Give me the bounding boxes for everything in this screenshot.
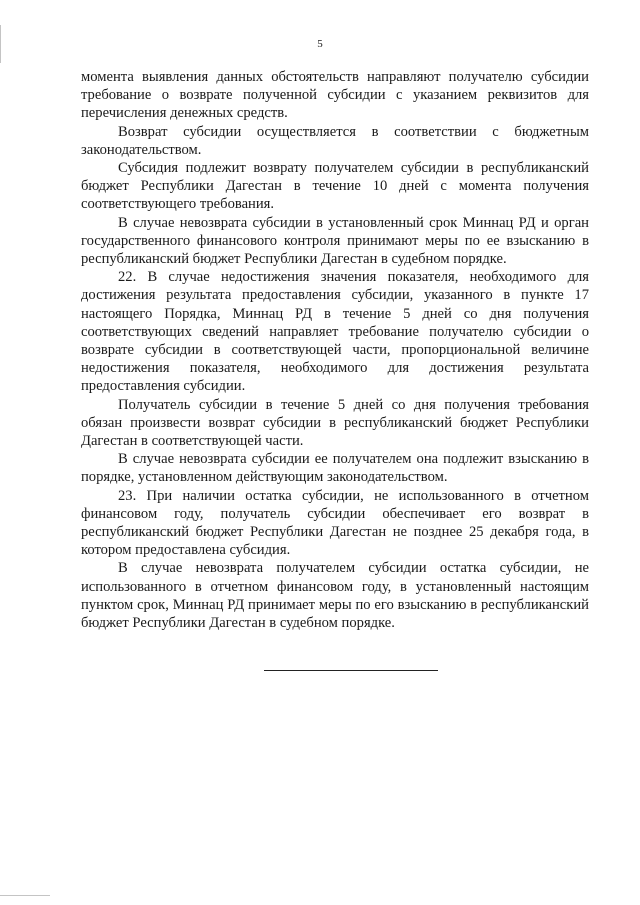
page-number: 5 xyxy=(317,38,323,50)
document-body xyxy=(81,68,589,632)
scan-edge-mark xyxy=(0,895,50,896)
paragraph-item-23: 23. При наличии остатка субсидии, не использованного в отчетном финансовом году, получатель субсидии обеспечивает его возврат в республиканский бюджет Республики Дагестан не позднее 25 декабря года, в котором предоставлена субсидия. xyxy=(81,487,589,559)
scan-edge-mark xyxy=(0,25,1,63)
paragraph-continuation: момента выявления данных обстоятельств направляют получателю субсидии требование о возврате полученной субсидии с указанием реквизитов для перечисления денежных средств. xyxy=(81,69,589,122)
paragraph-refund-legislation: Возврат субсидии осуществляется в соответствии с бюджетным законодательством. xyxy=(81,123,589,158)
paragraph-refund-deadline: Субсидия подлежит возврату получателем субсидии в республиканский бюджет Республики Дагестан в течение 10 дней с момента получения соответствующего требования. xyxy=(81,160,589,213)
paragraph-remainder-recovery: В случае невозврата получателем субсидии остатка субсидии, не использованного в отчетном финансовом году, в установленный настоящим пунктом срок, Миннац РД принимает меры по его взысканию в республиканский бюджет Республики Дагестан в судебном порядке. xyxy=(81,560,589,632)
paragraph-item-22: 22. В случае недостижения значения показателя, необходимого для достижения результата предоставления субсидии, указанного в пункте 17 настоящего Порядка, Миннац РД в течение 5 дней со дня получения соответствующих сведений направляет требование получателю субсидии о возврате субсидии в соответствующей части, пропорциональной величине недостижения показателя, необходимого для достижения результата предоставления субсидии. xyxy=(81,269,589,395)
paragraph-non-return-court: В случае невозврата субсидии в установленный срок Миннац РД и орган государственного финансового контроля принимают меры по ее взысканию в республиканский бюджет Республики Дагестан в судебном порядке. xyxy=(81,214,589,268)
paragraph-recipient-obligation: Получатель субсидии в течение 5 дней со дня получения требования обязан произвести возврат субсидии в республиканский бюджет Республики Дагестан в соответствующей части. xyxy=(81,396,589,450)
paragraph-recovery-procedure: В случае невозврата субсидии ее получателем она подлежит взысканию в порядке, установленном действующим законодательством. xyxy=(81,451,589,486)
end-of-text-rule xyxy=(264,670,438,671)
